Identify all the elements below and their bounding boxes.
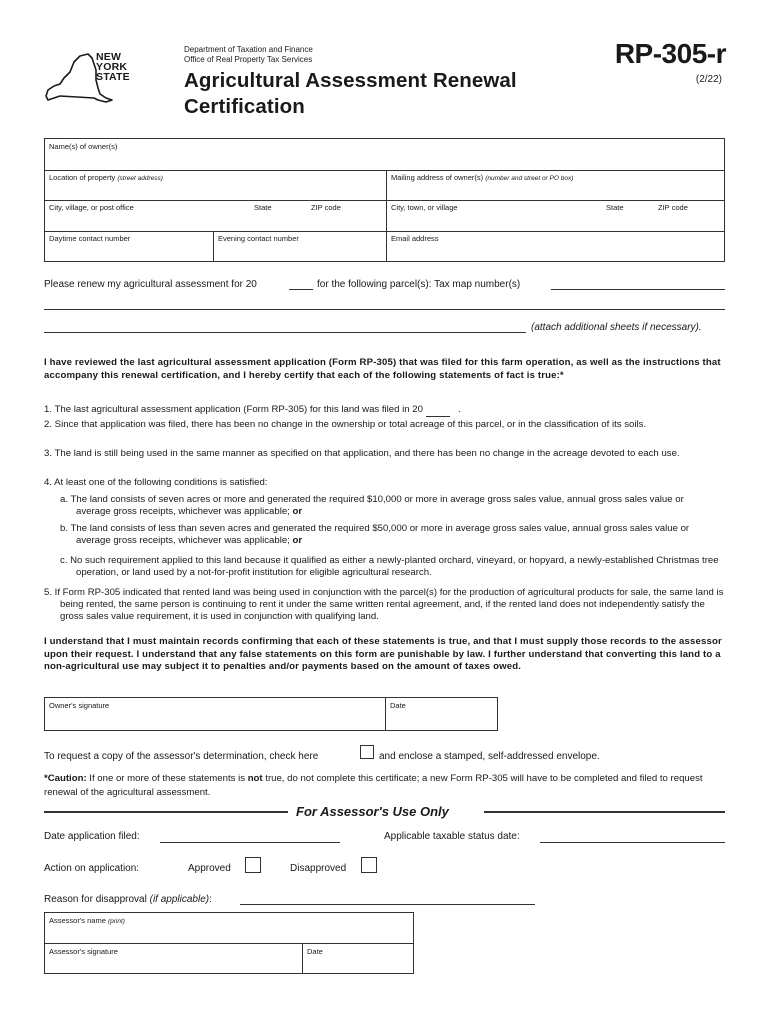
form-number: RP-305-r (614, 38, 726, 69)
assessor-section-rule-left (44, 811, 288, 813)
date-filed-label: Date application filed: (44, 831, 140, 842)
owner-signature-label: Owner's signature (49, 701, 110, 710)
date-filed-field[interactable] (160, 828, 340, 843)
daytime-phone-field[interactable] (45, 231, 213, 262)
disapproval-reason-label (44, 893, 212, 906)
assessor-name-hint: (print) (107, 918, 125, 925)
acknowledgment-text: I understand that I must maintain records confirming that each of these statements is true, and that I must supply those records to the assessor upon their request. I understand that any false statements on this form are punishable by law. I further understand that converting this land to a non-agricultural use may subject it to penalties and/or payments based on the amount of taxes owed. (44, 636, 722, 672)
disapproved-checkbox[interactable] (361, 857, 377, 873)
statement-4a-text: a. The land consists of seven acres or more and generated the required $10,000 or more in average gross sales value, annual gross sales value or average gross receipts, whichever was applicable; (60, 494, 684, 517)
ny-state-logo (40, 50, 136, 108)
statement-4b-or: or (292, 534, 303, 546)
request-copy-checkbox[interactable] (360, 745, 374, 759)
owner-signature-field[interactable] (45, 698, 385, 730)
assessor-date-label: Date (307, 947, 323, 956)
taxable-status-label: Applicable taxable status date: (384, 831, 520, 842)
department-heading (184, 45, 313, 65)
statement-4a-or: or (292, 505, 303, 517)
attach-sheets-note: (attach additional sheets if necessary). (531, 322, 702, 333)
property-location-label: Location of property (49, 173, 116, 182)
request-copy-text2: and enclose a stamped, self-addressed envelope. (379, 751, 600, 762)
statement-3: 3. The land is still being used in the same manner as specified on that application, and there has been no change in the acreage devoted to each use. (44, 448, 680, 459)
logo-text-york: YORK (96, 61, 128, 73)
statement-4: 4. At least one of the following conditions is satisfied: (44, 477, 268, 488)
assessor-section-title: For Assessor's Use Only (296, 804, 449, 819)
logo-text-new: NEW (96, 51, 122, 63)
email-label: Email address (391, 234, 439, 243)
daytime-phone-label: Daytime contact number (49, 234, 131, 243)
request-copy-text1: To request a copy of the assessor's determination, check here (44, 751, 319, 762)
renew-text-part1: Please renew my agricultural assessment for 20 (44, 279, 257, 290)
assessor-signature-label: Assessor's signature (49, 947, 118, 956)
logo-text-state: STATE (96, 71, 130, 83)
caution-note (44, 772, 728, 799)
mailing-address-field[interactable] (387, 170, 724, 200)
tax-map-number-line3[interactable] (44, 318, 526, 333)
evening-phone-label: Evening contact number (218, 234, 299, 243)
department-name: Department of Taxation and Finance (184, 45, 313, 54)
mailing-zip-field[interactable] (654, 200, 724, 231)
statement-4b-text: b. The land consists of less than seven acres and generated the required $50,000 or more in average gross sales value, annual gross sales value or average gross receipts, whichever was applicable; (60, 523, 690, 546)
revision-date: (2/22) (695, 74, 722, 85)
property-zip-field[interactable] (307, 200, 385, 231)
assessor-signature-box (44, 912, 414, 974)
assessor-section-rule-right (484, 811, 725, 813)
renew-text-part2: for the following parcel(s): Tax map number(s) (317, 279, 521, 290)
mailing-state-field[interactable] (602, 200, 652, 231)
assessor-date-field[interactable] (303, 944, 413, 973)
caution-text1: If one or more of these statements is (86, 773, 248, 784)
assessor-name-field[interactable] (45, 913, 413, 943)
assessor-name-label-text: Assessor's name (49, 916, 106, 925)
assessor-signature-field[interactable] (45, 944, 302, 973)
statement-5: 5. If Form RP-305 indicated that rented land was being used in conjunction with the parcel(s) for the production of agricultural products for sale, the same land is being rented, the same person is continuing to rent it under the same written rental agreement, and, if the rented land does not independently satisfy the gross sales value requirement, it is used in conjunction with qualifying land. (44, 587, 724, 622)
office-name: Office of Real Property Tax Services (184, 55, 313, 64)
property-state-field[interactable] (250, 200, 300, 231)
property-zip-label: ZIP code (311, 203, 341, 212)
property-location-hint: (street address) (117, 175, 163, 182)
property-location-field[interactable] (45, 170, 386, 200)
owner-signature-date-label: Date (390, 701, 406, 710)
tax-map-number-field[interactable] (551, 275, 725, 290)
form-title (184, 68, 517, 120)
disapproval-reason-text: Reason for disapproval (44, 894, 147, 905)
statement-4c: c. No such requirement applied to this land because it qualified as either a newly-planted orchard, vineyard, or hopyard, a newly-established Christmas tree operation, or land used by a not-for-profit institution for eligible agricultural research. (60, 555, 719, 578)
mailing-city-label: City, town, or village (391, 203, 458, 212)
certification-intro: I have reviewed the last agricultural assessment application (Form RP-305) that was filed for this farm operation, as well as the instructions that accompany this renewal certification, and I hereby certify that each of the following statements of fact is true:* (44, 357, 721, 381)
statement-1 (44, 404, 461, 417)
owner-info-table (44, 138, 725, 262)
caution-label: *Caution: (44, 773, 87, 784)
statement-4b (60, 523, 720, 547)
mailing-address-hint: (number and street or PO box) (485, 175, 574, 182)
tax-map-number-line2[interactable] (44, 293, 725, 310)
action-label: Action on application: (44, 863, 140, 874)
disapproved-label: Disapproved (290, 863, 347, 874)
mailing-state-label: State (606, 203, 624, 212)
owner-signature-box (44, 697, 498, 731)
disapproval-reason-hint: (if applicable) (149, 894, 210, 905)
caution-not: not (247, 773, 263, 784)
approved-checkbox[interactable] (245, 857, 261, 873)
statement-4a (60, 494, 720, 518)
property-city-field[interactable] (45, 200, 245, 231)
taxable-status-date-field[interactable] (540, 828, 725, 843)
owner-signature-date-field[interactable] (386, 698, 497, 730)
email-field[interactable] (387, 231, 724, 262)
property-city-label: City, village, or post office (49, 203, 134, 212)
owner-names-field[interactable] (45, 139, 724, 170)
evening-phone-field[interactable] (214, 231, 386, 262)
mailing-address-label: Mailing address of owner(s) (391, 173, 484, 182)
statement-1-text: 1. The last agricultural assessment application (Form RP-305) for this land was filed in 20 (44, 404, 423, 415)
disapproval-reason-colon: : (209, 894, 212, 905)
statement-2: 2. Since that application was filed, there has been no change in the ownership or total acreage of this parcel, or in the classification of its soils. (44, 419, 647, 430)
form-title-line2: Certification (184, 95, 305, 118)
mailing-zip-label: ZIP code (658, 203, 688, 212)
statement-1-end: . (457, 404, 461, 415)
disapproval-reason-field[interactable] (240, 890, 535, 905)
owner-names-label: Name(s) of owner(s) (49, 142, 118, 151)
caution-text2: true, do not complete this certificate; a new Form RP-305 will have to be completed and filed to request renewal of the agricultural assessment. (44, 773, 703, 798)
renew-year-field[interactable] (289, 275, 313, 290)
last-filed-year-field[interactable] (426, 404, 450, 417)
mailing-city-field[interactable] (387, 200, 587, 231)
form-title-line1: Agricultural Assessment Renewal (184, 69, 517, 92)
property-state-label: State (254, 203, 272, 212)
approved-label: Approved (188, 863, 231, 874)
